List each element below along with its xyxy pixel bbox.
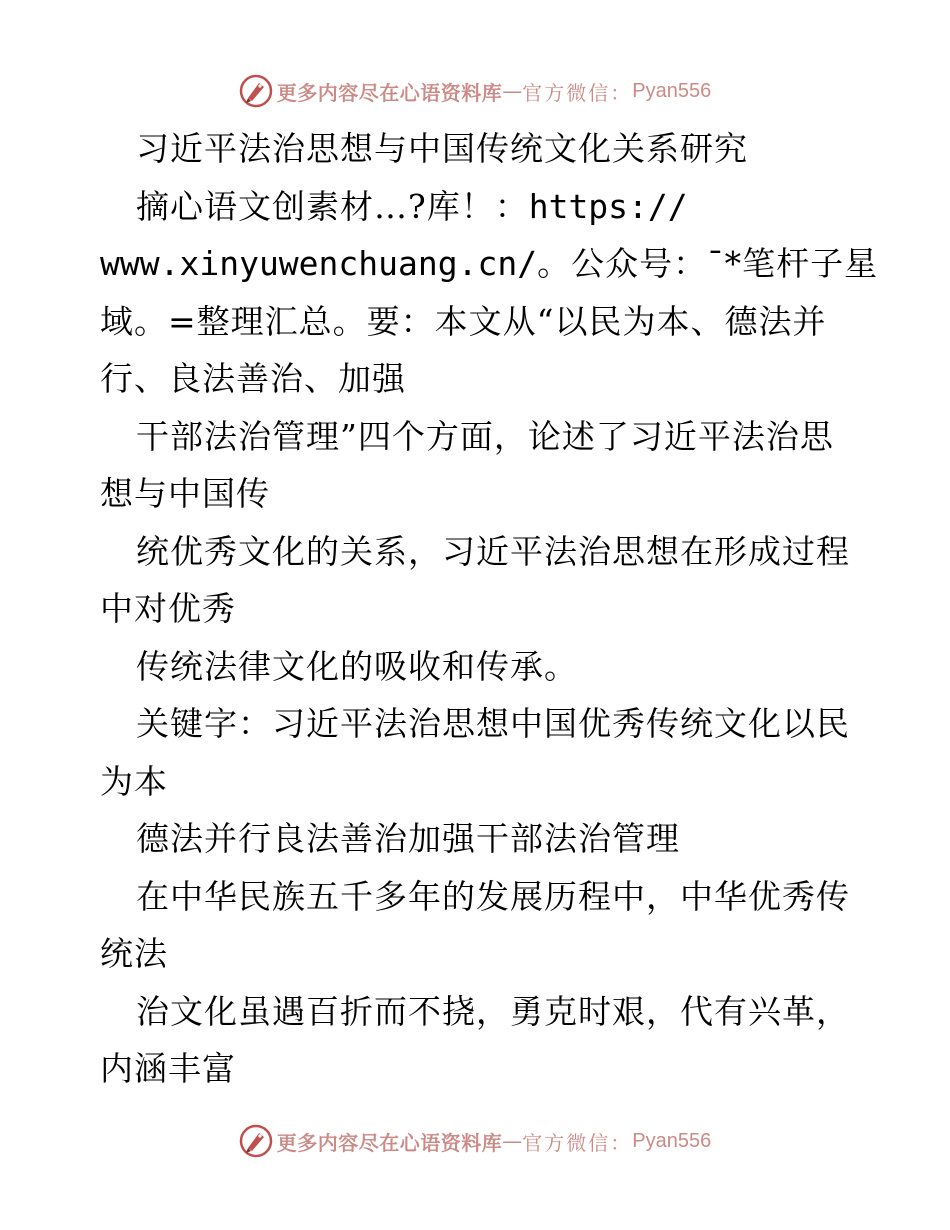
header-banner xyxy=(0,71,950,111)
banner-wechat-id: Pyan556 xyxy=(632,79,712,102)
banner-site-text: 更多内容尽在心语资料库 xyxy=(276,80,503,105)
body-line: 治文化虽遇百折而不挠，勇克时艰，代有兴革， xyxy=(136,991,850,1031)
page-title: 习近平法治思想与中国传统文化关系研究 xyxy=(136,129,748,168)
abstract-line: 干部法治管理”四个方面，论述了习近平法治思 xyxy=(136,416,834,456)
keywords-line: 为本 xyxy=(100,761,168,801)
source-url-link[interactable]: www.xinyuwenchuang.cn/ xyxy=(100,244,538,283)
keywords-line: 德法并行良法善治加强干部法治管理 xyxy=(136,819,680,858)
pen-nib-logo-icon xyxy=(239,74,273,108)
source-url-part: https:// xyxy=(528,186,688,226)
pen-nib-logo-icon xyxy=(239,1124,273,1158)
abstract-line: 域。=整理汇总。要：本文从“以民为本、德法并 xyxy=(100,301,827,341)
body-line: 内涵丰富 xyxy=(100,1049,236,1088)
banner-separator: — xyxy=(502,79,523,103)
banner-separator: — xyxy=(502,1129,523,1153)
source-line xyxy=(100,178,860,236)
abstract-line: 想与中国传 xyxy=(100,474,270,513)
source-text: 摘心语文创素材…?库！： xyxy=(136,186,529,226)
banner-wechat-label: 官方微信： xyxy=(522,1130,633,1155)
abstract-line: 统优秀文化的关系，习近平法治思想在形成过程 xyxy=(136,531,850,571)
footer-banner xyxy=(0,1121,950,1161)
source-line xyxy=(100,235,879,293)
abstract-line: 行、良法善治、加强 xyxy=(100,359,406,398)
banner-wechat-id: Pyan556 xyxy=(632,1129,712,1152)
abstract-line: 传统法律文化的吸收和传承。 xyxy=(136,646,578,686)
body-line: 统法 xyxy=(100,934,168,973)
document-body xyxy=(100,120,879,1098)
banner-site-text: 更多内容尽在心语资料库 xyxy=(276,1130,503,1155)
body-line: 在中华民族五千多年的发展历程中，中华优秀传 xyxy=(136,876,850,916)
abstract-line: 中对优秀 xyxy=(100,589,236,628)
source-text: 。公众号：¯*笔杆子星 xyxy=(537,244,879,283)
keywords-line: 关键字：习近平法治思想中国优秀传统文化以民 xyxy=(136,704,850,743)
banner-wechat-label: 官方微信： xyxy=(522,80,633,105)
